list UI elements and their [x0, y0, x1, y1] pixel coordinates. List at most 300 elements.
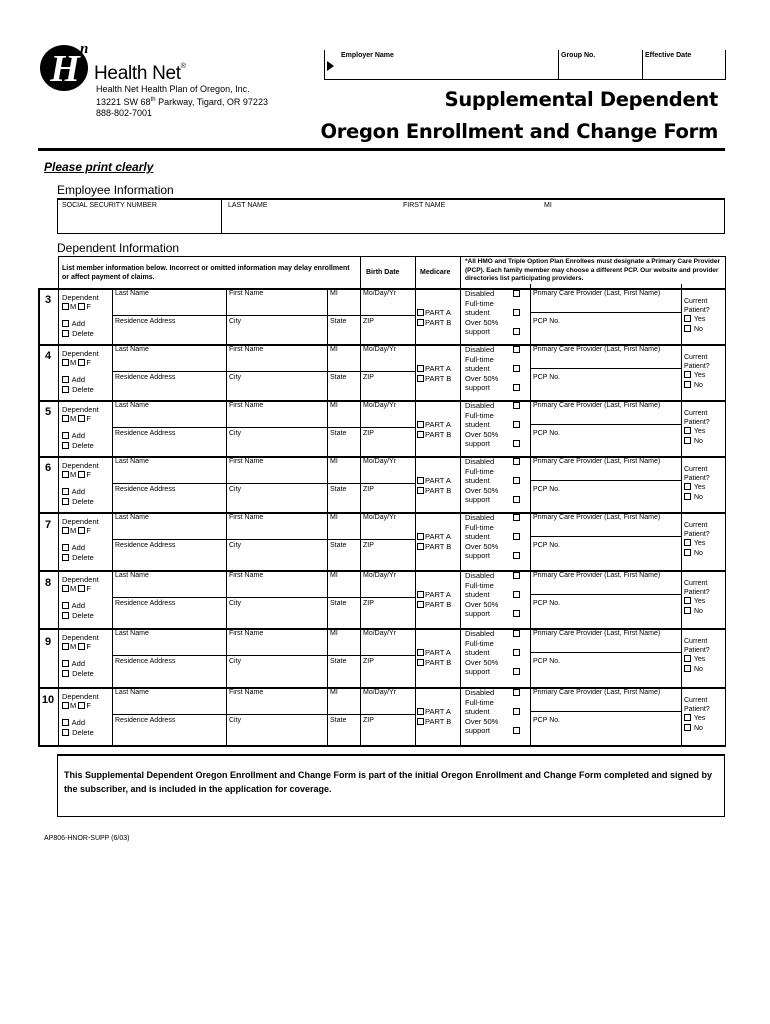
- part-a-label: PART A: [425, 707, 451, 716]
- gender-checkboxes[interactable]: [62, 470, 91, 480]
- employee-info-box: [57, 198, 725, 234]
- dependent-row-number: 4: [44, 350, 52, 362]
- gender-f-checkbox[interactable]: [78, 471, 85, 478]
- birth-date-label: Mo/Day/Yr: [363, 689, 397, 696]
- gender-f-label: F: [86, 302, 91, 311]
- delete-label: Delete: [72, 668, 94, 678]
- current-label-2: Patient?: [684, 530, 710, 538]
- status-checkboxes[interactable]: [465, 513, 529, 561]
- form-title-line-1: Supplemental Dependent: [444, 88, 718, 111]
- medicare-checkboxes[interactable]: [417, 590, 451, 609]
- fulltime-checkbox[interactable]: [513, 365, 520, 372]
- part-b-checkbox[interactable]: [417, 543, 424, 550]
- delete-checkbox[interactable]: [62, 498, 69, 505]
- part-b-checkbox[interactable]: [417, 375, 424, 382]
- current-no-label: No: [693, 437, 703, 445]
- birth-date-label: Mo/Day/Yr: [363, 630, 397, 637]
- disabled-checkbox[interactable]: [513, 290, 520, 297]
- current-yes-checkbox[interactable]: [684, 483, 691, 490]
- over50-checkbox[interactable]: [513, 610, 520, 617]
- delete-checkbox[interactable]: [62, 442, 69, 449]
- current-label-1: Current: [684, 466, 708, 473]
- footnote-box: [57, 754, 725, 817]
- company-address: [96, 84, 268, 119]
- medicare-checkboxes[interactable]: [417, 532, 451, 551]
- status-checkboxes[interactable]: [465, 289, 529, 337]
- current-yes-checkbox[interactable]: [684, 539, 691, 546]
- fulltime-label-1: Full-time: [465, 580, 494, 590]
- over50-checkbox[interactable]: [513, 727, 520, 734]
- current-no-label: No: [693, 325, 703, 333]
- gender-m-checkbox[interactable]: [62, 702, 69, 709]
- current-patient-group[interactable]: [684, 354, 710, 390]
- gender-f-label: F: [86, 584, 91, 593]
- add-checkbox[interactable]: [62, 320, 69, 327]
- first-name-label: First Name: [229, 630, 264, 637]
- delete-label: Delete: [72, 552, 94, 562]
- part-a-checkbox[interactable]: [417, 365, 424, 372]
- gender-f-label: F: [86, 642, 91, 651]
- medicare-checkboxes[interactable]: [417, 364, 451, 383]
- gender-f-checkbox[interactable]: [78, 359, 85, 366]
- gender-m-checkbox[interactable]: [62, 415, 69, 422]
- state-label: State: [330, 658, 347, 665]
- add-checkbox[interactable]: [62, 432, 69, 439]
- current-no-label: No: [693, 607, 703, 615]
- medicare-checkboxes[interactable]: [417, 707, 451, 726]
- over50-checkbox[interactable]: [513, 440, 520, 447]
- delete-checkbox[interactable]: [62, 330, 69, 337]
- add-delete-checkboxes[interactable]: [62, 375, 94, 394]
- gender-m-label: M: [70, 642, 77, 651]
- part-a-checkbox[interactable]: [417, 421, 424, 428]
- medicare-header: Medicare: [420, 269, 451, 276]
- current-yes-label: Yes: [693, 428, 706, 435]
- group-no-field[interactable]: [558, 50, 642, 80]
- delete-label: Delete: [72, 440, 94, 450]
- row-pcp-mid-line: [530, 424, 681, 425]
- part-b-checkbox[interactable]: [417, 718, 424, 725]
- gender-m-label: M: [70, 302, 77, 311]
- mi-label: MI: [330, 458, 338, 465]
- col-line-dis: [460, 256, 461, 745]
- city-label: City: [229, 658, 242, 665]
- part-a-label: PART A: [425, 420, 451, 429]
- residence-address-label: Residence Address: [115, 486, 176, 493]
- fulltime-checkbox[interactable]: [513, 591, 520, 598]
- add-delete-checkboxes[interactable]: [62, 601, 94, 620]
- state-label: State: [330, 542, 347, 549]
- employee-info-heading: Employee Information: [57, 183, 174, 197]
- part-b-label: PART B: [425, 429, 452, 439]
- fulltime-checkbox[interactable]: [513, 477, 520, 484]
- city-label: City: [229, 486, 242, 493]
- pcp-number-label: PCP No.: [533, 658, 561, 665]
- delete-checkbox[interactable]: [62, 386, 69, 393]
- col-line-end: [725, 256, 726, 745]
- dependent-row-number: 7: [44, 519, 52, 531]
- current-yes-label: Yes: [693, 484, 706, 491]
- delete-label: Delete: [72, 727, 94, 737]
- emp-first-name-label: FIRST NAME: [403, 202, 446, 209]
- current-label-1: Current: [684, 522, 708, 529]
- add-delete-checkboxes[interactable]: [62, 659, 94, 678]
- delete-checkbox[interactable]: [62, 670, 69, 677]
- medicare-checkboxes[interactable]: [417, 476, 451, 495]
- status-checkboxes[interactable]: [465, 457, 529, 505]
- disabled-checkbox[interactable]: [513, 514, 520, 521]
- zip-label: ZIP: [363, 717, 374, 724]
- add-checkbox[interactable]: [62, 488, 69, 495]
- zip-label: ZIP: [363, 374, 374, 381]
- gender-checkboxes[interactable]: [62, 642, 91, 652]
- status-checkboxes[interactable]: [465, 629, 529, 677]
- current-no-checkbox[interactable]: [684, 665, 691, 672]
- add-checkbox[interactable]: [62, 660, 69, 667]
- row-mid-line: [112, 483, 415, 484]
- gender-f-checkbox[interactable]: [78, 643, 85, 650]
- gender-m-checkbox[interactable]: [62, 527, 69, 534]
- delete-checkbox[interactable]: [62, 729, 69, 736]
- residence-address-label: Residence Address: [115, 658, 176, 665]
- col-line-name: [112, 288, 113, 745]
- disabled-label: Disabled: [465, 629, 495, 638]
- residence-address-label: Residence Address: [115, 600, 176, 607]
- medicare-checkboxes[interactable]: [417, 648, 451, 667]
- current-no-label: No: [693, 381, 703, 389]
- disabled-checkbox[interactable]: [513, 458, 520, 465]
- emp-mi-label: MI: [544, 202, 552, 209]
- current-patient-group[interactable]: [684, 522, 710, 558]
- zip-label: ZIP: [363, 658, 374, 665]
- part-b-label: PART B: [425, 317, 452, 327]
- over50-label-2: support: [465, 327, 491, 336]
- last-name-label: Last Name: [115, 346, 149, 353]
- gender-f-checkbox[interactable]: [78, 527, 85, 534]
- current-label-1: Current: [684, 354, 708, 361]
- gender-m-checkbox[interactable]: [62, 643, 69, 650]
- add-checkbox[interactable]: [62, 719, 69, 726]
- row-mid-line: [112, 315, 415, 316]
- current-yes-checkbox[interactable]: [684, 714, 691, 721]
- pcp-number-label: PCP No.: [533, 486, 561, 493]
- mi-label: MI: [330, 572, 338, 579]
- status-checkboxes[interactable]: [465, 401, 529, 449]
- gender-checkboxes[interactable]: [62, 526, 91, 536]
- current-patient-group[interactable]: [684, 580, 710, 616]
- disabled-checkbox[interactable]: [513, 689, 520, 696]
- current-yes-checkbox[interactable]: [684, 597, 691, 604]
- first-name-label: First Name: [229, 689, 264, 696]
- gender-m-checkbox[interactable]: [62, 585, 69, 592]
- dependent-row-number: 3: [44, 294, 52, 306]
- first-name-label: First Name: [229, 514, 264, 521]
- over50-label-2: support: [465, 495, 491, 504]
- current-yes-checkbox[interactable]: [684, 371, 691, 378]
- gender-checkboxes[interactable]: [62, 701, 91, 711]
- pcp-name-label: Primary Care Provider (Last, First Name): [533, 458, 661, 465]
- last-name-label: Last Name: [115, 572, 149, 579]
- gender-checkboxes[interactable]: [62, 302, 91, 312]
- col-line-dep: [58, 256, 59, 745]
- effective-date-label: Effective Date: [645, 52, 692, 59]
- disabled-label: Disabled: [465, 457, 495, 466]
- current-yes-label: Yes: [693, 715, 706, 722]
- city-label: City: [229, 717, 242, 724]
- address-line-1: Health Net Health Plan of Oregon, Inc.: [96, 84, 250, 94]
- grid-top-border: [58, 256, 726, 257]
- current-patient-group[interactable]: [684, 638, 710, 674]
- gender-m-label: M: [70, 584, 77, 593]
- form-title-line-2: Oregon Enrollment and Change Form: [320, 120, 718, 143]
- current-yes-checkbox[interactable]: [684, 315, 691, 322]
- dependent-row-number: 9: [44, 635, 52, 648]
- add-delete-checkboxes[interactable]: [62, 431, 94, 450]
- disabled-label: Disabled: [465, 289, 495, 298]
- current-no-checkbox[interactable]: [684, 549, 691, 556]
- current-no-checkbox[interactable]: [684, 325, 691, 332]
- pcp-number-label: PCP No.: [533, 600, 561, 607]
- current-no-checkbox[interactable]: [684, 493, 691, 500]
- gender-checkboxes[interactable]: [62, 358, 91, 368]
- current-label-1: Current: [684, 697, 708, 704]
- part-a-checkbox[interactable]: [417, 533, 424, 540]
- dependent-row-number: 5: [44, 406, 52, 418]
- add-label: Add: [71, 601, 86, 610]
- over50-label-2: support: [465, 609, 491, 618]
- over50-checkbox[interactable]: [513, 668, 520, 675]
- current-yes-checkbox[interactable]: [684, 427, 691, 434]
- over50-label-1: Over 50%: [465, 317, 499, 327]
- current-patient-group[interactable]: [684, 298, 710, 334]
- birth-date-label: Mo/Day/Yr: [363, 290, 397, 297]
- current-no-checkbox[interactable]: [684, 724, 691, 731]
- current-label-1: Current: [684, 298, 708, 305]
- pcp-number-label: PCP No.: [533, 430, 561, 437]
- dependent-label: Dependent: [62, 692, 99, 701]
- delete-checkbox[interactable]: [62, 612, 69, 619]
- gender-checkboxes[interactable]: [62, 414, 91, 424]
- current-label-2: Patient?: [684, 474, 710, 482]
- over50-checkbox[interactable]: [513, 496, 520, 503]
- fulltime-label-1: Full-time: [465, 354, 494, 364]
- add-delete-checkboxes[interactable]: [62, 487, 94, 506]
- disabled-checkbox[interactable]: [513, 402, 520, 409]
- medicare-checkboxes[interactable]: [417, 308, 451, 327]
- part-b-checkbox[interactable]: [417, 431, 424, 438]
- address-line-2: [96, 95, 268, 108]
- fulltime-checkbox[interactable]: [513, 533, 520, 540]
- status-checkboxes[interactable]: [465, 571, 529, 619]
- row-pcp-mid-line: [530, 594, 681, 595]
- gender-m-label: M: [70, 358, 77, 367]
- current-patient-group[interactable]: [684, 410, 710, 446]
- current-patient-group[interactable]: [684, 466, 710, 502]
- fulltime-checkbox[interactable]: [513, 421, 520, 428]
- gender-f-checkbox[interactable]: [78, 415, 85, 422]
- current-yes-checkbox[interactable]: [684, 655, 691, 662]
- residence-address-label: Residence Address: [115, 374, 176, 381]
- current-label-2: Patient?: [684, 306, 710, 314]
- medicare-checkboxes[interactable]: [417, 420, 451, 439]
- current-no-checkbox[interactable]: [684, 381, 691, 388]
- part-b-checkbox[interactable]: [417, 659, 424, 666]
- dependent-info-heading: Dependent Information: [57, 241, 180, 255]
- pcp-number-label: PCP No.: [533, 542, 561, 549]
- pcp-name-label: Primary Care Provider (Last, First Name): [533, 346, 661, 353]
- city-label: City: [229, 542, 242, 549]
- pcp-name-label: Primary Care Provider (Last, First Name): [533, 290, 661, 297]
- part-a-checkbox[interactable]: [417, 309, 424, 316]
- delete-label: Delete: [72, 496, 94, 506]
- add-delete-checkboxes[interactable]: [62, 718, 94, 737]
- gender-f-checkbox[interactable]: [78, 303, 85, 310]
- birth-date-label: Mo/Day/Yr: [363, 514, 397, 521]
- current-label-1: Current: [684, 410, 708, 417]
- delete-checkbox[interactable]: [62, 554, 69, 561]
- logo-wordmark: [94, 63, 186, 85]
- fulltime-label-1: Full-time: [465, 522, 494, 532]
- row-pcp-mid-line: [530, 711, 681, 712]
- current-yes-label: Yes: [693, 316, 706, 323]
- over50-label-1: Over 50%: [465, 485, 499, 495]
- add-checkbox[interactable]: [62, 544, 69, 551]
- add-checkbox[interactable]: [62, 376, 69, 383]
- fulltime-label-2: student: [465, 648, 490, 657]
- add-label: Add: [71, 487, 86, 496]
- dependent-row-number: 10: [41, 694, 55, 706]
- status-checkboxes[interactable]: [465, 688, 529, 736]
- logo-mark-superscript: n: [80, 41, 89, 57]
- row-mid-line: [112, 371, 415, 372]
- current-yes-label: Yes: [693, 540, 706, 547]
- disabled-checkbox[interactable]: [513, 346, 520, 353]
- delete-label: Delete: [72, 328, 94, 338]
- over50-checkbox[interactable]: [513, 552, 520, 559]
- row-bottom-line: [38, 745, 726, 747]
- city-label: City: [229, 600, 242, 607]
- gender-f-label: F: [86, 526, 91, 535]
- last-name-label: Last Name: [115, 514, 149, 521]
- gender-m-checkbox[interactable]: [62, 359, 69, 366]
- current-label-2: Patient?: [684, 418, 710, 426]
- gender-m-label: M: [70, 526, 77, 535]
- zip-label: ZIP: [363, 430, 374, 437]
- effective-date-field[interactable]: [642, 50, 726, 80]
- first-name-label: First Name: [229, 458, 264, 465]
- over50-label-1: Over 50%: [465, 657, 499, 667]
- part-a-label: PART A: [425, 308, 451, 317]
- row-mid-line: [112, 655, 415, 656]
- disabled-checkbox[interactable]: [513, 572, 520, 579]
- current-yes-label: Yes: [693, 656, 706, 663]
- state-label: State: [330, 717, 347, 724]
- current-no-label: No: [693, 724, 703, 732]
- last-name-label: Last Name: [115, 630, 149, 637]
- current-no-checkbox[interactable]: [684, 607, 691, 614]
- disabled-checkbox[interactable]: [513, 630, 520, 637]
- fulltime-label-1: Full-time: [465, 410, 494, 420]
- gender-f-checkbox[interactable]: [78, 585, 85, 592]
- gender-f-label: F: [86, 701, 91, 710]
- col-line-mi: [327, 288, 328, 745]
- zip-label: ZIP: [363, 318, 374, 325]
- dependent-row-number: 8: [44, 577, 52, 589]
- part-a-label: PART A: [425, 532, 451, 541]
- part-a-checkbox[interactable]: [417, 591, 424, 598]
- zip-label: ZIP: [363, 542, 374, 549]
- residence-address-label: Residence Address: [115, 430, 176, 437]
- add-delete-checkboxes[interactable]: [62, 543, 94, 562]
- part-b-label: PART B: [425, 485, 452, 495]
- part-b-checkbox[interactable]: [417, 319, 424, 326]
- add-label: Add: [71, 431, 86, 440]
- gender-m-checkbox[interactable]: [62, 303, 69, 310]
- delete-label: Delete: [72, 610, 94, 620]
- gender-checkboxes[interactable]: [62, 584, 91, 594]
- fulltime-checkbox[interactable]: [513, 309, 520, 316]
- residence-address-label: Residence Address: [115, 542, 176, 549]
- current-no-checkbox[interactable]: [684, 437, 691, 444]
- employee-divider: [221, 200, 222, 234]
- logo-trademark: ®: [180, 63, 186, 70]
- part-b-checkbox[interactable]: [417, 601, 424, 608]
- part-a-checkbox[interactable]: [417, 708, 424, 715]
- current-yes-label: Yes: [693, 372, 706, 379]
- current-no-label: No: [693, 665, 703, 673]
- fulltime-label-2: student: [465, 590, 490, 599]
- fulltime-label-1: Full-time: [465, 466, 494, 476]
- gender-m-checkbox[interactable]: [62, 471, 69, 478]
- fulltime-label-2: student: [465, 476, 490, 485]
- part-a-checkbox[interactable]: [417, 649, 424, 656]
- state-label: State: [330, 600, 347, 607]
- over50-label-1: Over 50%: [465, 429, 499, 439]
- add-label: Add: [71, 659, 86, 668]
- title-rule: [38, 148, 725, 151]
- over50-label-2: support: [465, 551, 491, 560]
- dependent-label: Dependent: [62, 349, 99, 358]
- pcp-name-label: Primary Care Provider (Last, First Name): [533, 630, 661, 637]
- fulltime-label-1: Full-time: [465, 697, 494, 707]
- pcp-name-label: Primary Care Provider (Last, First Name): [533, 572, 661, 579]
- part-b-checkbox[interactable]: [417, 487, 424, 494]
- add-checkbox[interactable]: [62, 602, 69, 609]
- part-b-label: PART B: [425, 657, 452, 667]
- current-patient-group[interactable]: [684, 697, 710, 733]
- gender-m-label: M: [70, 701, 77, 710]
- part-a-checkbox[interactable]: [417, 477, 424, 484]
- add-delete-checkboxes[interactable]: [62, 319, 94, 338]
- mi-label: MI: [330, 290, 338, 297]
- first-name-label: First Name: [229, 572, 264, 579]
- status-checkboxes[interactable]: [465, 345, 529, 393]
- fulltime-checkbox[interactable]: [513, 708, 520, 715]
- row-mid-line: [112, 427, 415, 428]
- fulltime-checkbox[interactable]: [513, 649, 520, 656]
- current-yes-label: Yes: [693, 598, 706, 605]
- part-b-label: PART B: [425, 373, 452, 383]
- part-a-label: PART A: [425, 476, 451, 485]
- residence-address-label: Residence Address: [115, 717, 176, 724]
- over50-checkbox[interactable]: [513, 384, 520, 391]
- group-no-label: Group No.: [561, 52, 596, 59]
- gender-f-checkbox[interactable]: [78, 702, 85, 709]
- employer-name-field[interactable]: [324, 50, 558, 80]
- over50-checkbox[interactable]: [513, 328, 520, 335]
- pcp-number-label: PCP No.: [533, 717, 561, 724]
- dependent-row-number: 6: [44, 462, 52, 474]
